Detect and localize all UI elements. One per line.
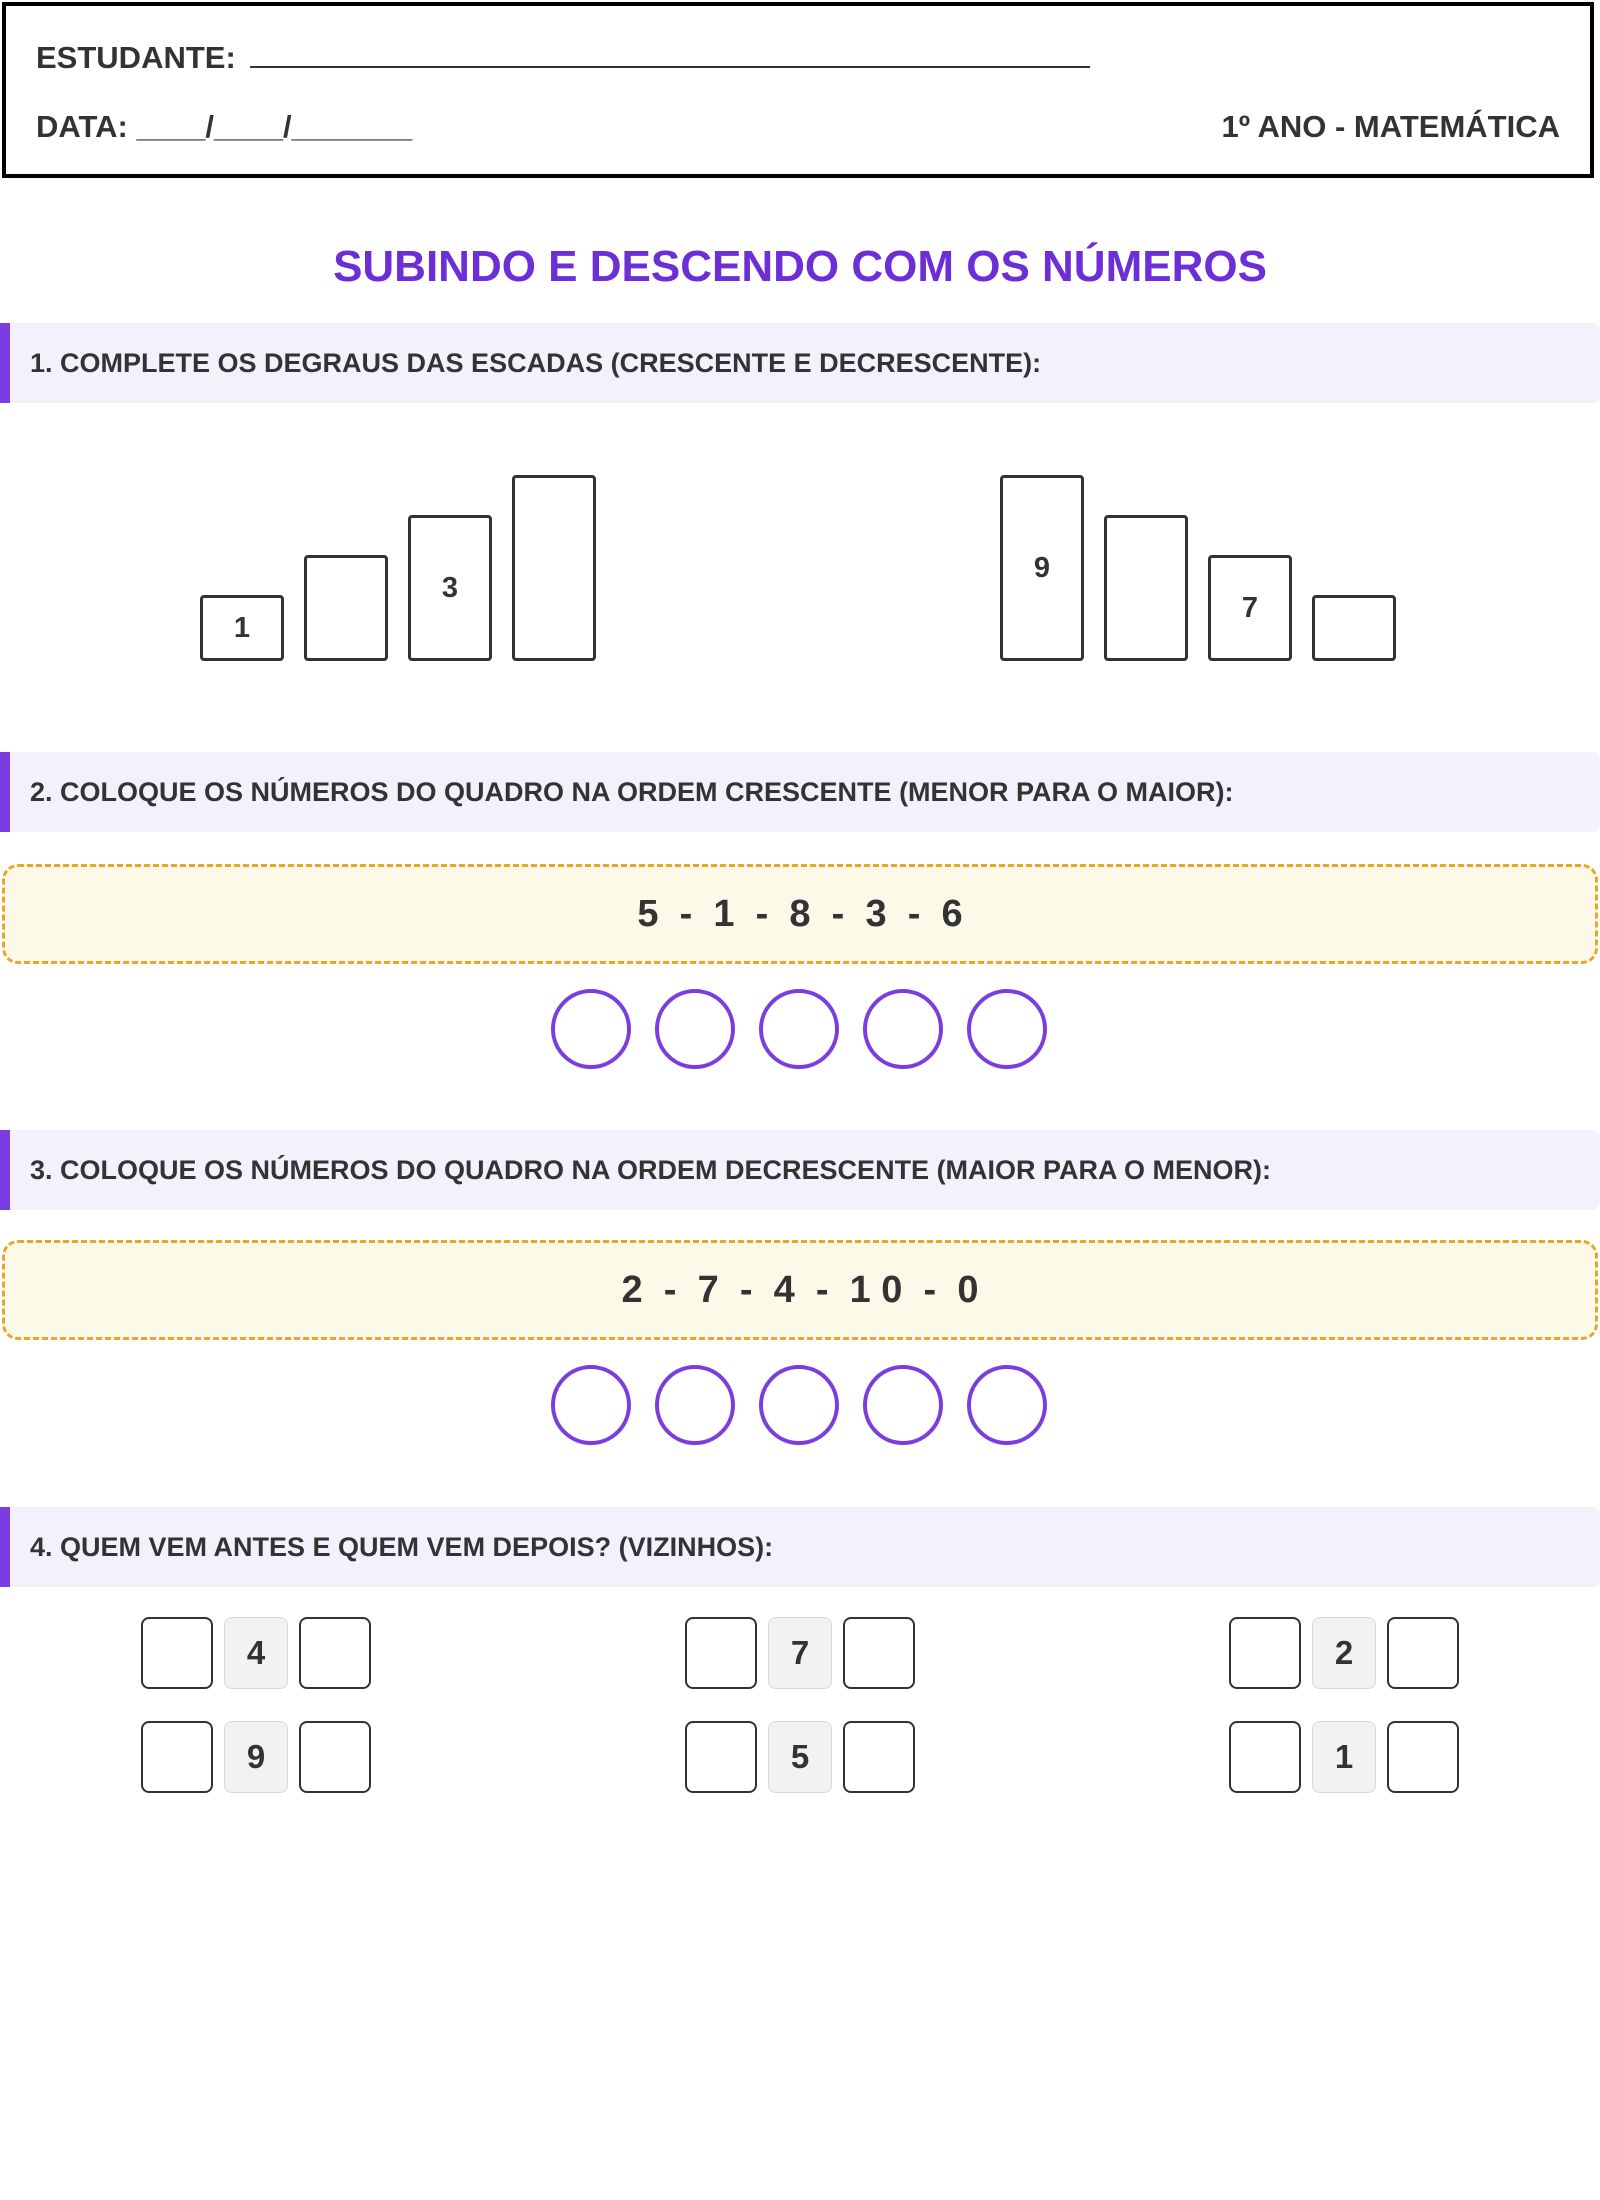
section-3-header <box>0 1130 1600 1210</box>
section-3-heading: 3. COLOQUE OS NÚMEROS DO QUADRO NA ORDEM DECRESCENTE (MAIOR PARA O MENOR): <box>30 1155 1272 1185</box>
stair-down-step-1: 9 <box>1000 475 1084 661</box>
student-header-box <box>2 2 1594 178</box>
ascending-number-board <box>2 864 1598 964</box>
ascending-answer-circle-1[interactable] <box>551 989 631 1069</box>
section-2-header <box>0 752 1600 832</box>
neighbor-after-box[interactable] <box>1387 1721 1459 1793</box>
neighbor-number: 9 <box>224 1721 288 1793</box>
ascending-answer-circle-2[interactable] <box>655 989 735 1069</box>
neighbor-before-box[interactable] <box>1229 1721 1301 1793</box>
stair-up-step-3: 3 <box>408 515 492 661</box>
neighbor-after-box[interactable] <box>299 1617 371 1689</box>
descending-board-numbers: 2 - 7 - 4 - 1 0 - 0 <box>621 1269 979 1311</box>
date-blanks[interactable]: ____/____/_______ <box>136 109 413 144</box>
student-name-blank[interactable] <box>250 42 1090 68</box>
section-2-heading: 2. COLOQUE OS NÚMEROS DO QUADRO NA ORDEM CRESCENTE (MENOR PARA O MAIOR): <box>30 777 1234 807</box>
student-label: ESTUDANTE: <box>36 40 236 75</box>
neighbor-number: 7 <box>768 1617 832 1689</box>
neighbor-before-box[interactable] <box>141 1721 213 1793</box>
descending-answer-circle-4[interactable] <box>863 1365 943 1445</box>
stair-up-step-4[interactable] <box>512 475 596 661</box>
stair-up-step-2[interactable] <box>304 555 388 661</box>
descending-answer-circle-2[interactable] <box>655 1365 735 1445</box>
ascending-board-numbers: 5 - 1 - 8 - 3 - 6 <box>637 893 963 935</box>
neighbor-before-box[interactable] <box>141 1617 213 1689</box>
ascending-answer-circle-5[interactable] <box>967 989 1047 1069</box>
section-4-heading: 4. QUEM VEM ANTES E QUEM VEM DEPOIS? (VIZINHOS): <box>30 1532 774 1562</box>
section-1-header <box>0 323 1600 403</box>
neighbor-number: 2 <box>1312 1617 1376 1689</box>
neighbor-number: 5 <box>768 1721 832 1793</box>
neighbor-after-box[interactable] <box>299 1721 371 1793</box>
neighbor-before-box[interactable] <box>685 1721 757 1793</box>
ascending-answer-circle-4[interactable] <box>863 989 943 1069</box>
neighbor-number: 1 <box>1312 1721 1376 1793</box>
descending-number-board <box>2 1240 1598 1340</box>
date-row <box>36 109 412 145</box>
stair-up-step-1: 1 <box>200 595 284 661</box>
descending-answer-circle-1[interactable] <box>551 1365 631 1445</box>
descending-answer-circle-5[interactable] <box>967 1365 1047 1445</box>
student-name-row <box>36 40 1090 76</box>
neighbor-after-box[interactable] <box>1387 1617 1459 1689</box>
section-1-heading: 1. COMPLETE OS DEGRAUS DAS ESCADAS (CRESCENTE E DECRESCENTE): <box>30 348 1042 378</box>
stair-down-step-3: 7 <box>1208 555 1292 661</box>
grade-subject: 1º ANO - MATEMÁTICA <box>1221 109 1560 144</box>
neighbor-after-box[interactable] <box>843 1721 915 1793</box>
section-4-header <box>0 1507 1600 1587</box>
neighbor-number: 4 <box>224 1617 288 1689</box>
neighbor-after-box[interactable] <box>843 1617 915 1689</box>
stair-down-step-4[interactable] <box>1312 595 1396 661</box>
date-label: DATA: <box>36 109 128 144</box>
page-title: SUBINDO E DESCENDO COM OS NÚMEROS <box>333 242 1267 291</box>
descending-answer-circle-3[interactable] <box>759 1365 839 1445</box>
stair-down-step-2[interactable] <box>1104 515 1188 661</box>
neighbor-before-box[interactable] <box>1229 1617 1301 1689</box>
ascending-answer-circle-3[interactable] <box>759 989 839 1069</box>
neighbor-before-box[interactable] <box>685 1617 757 1689</box>
